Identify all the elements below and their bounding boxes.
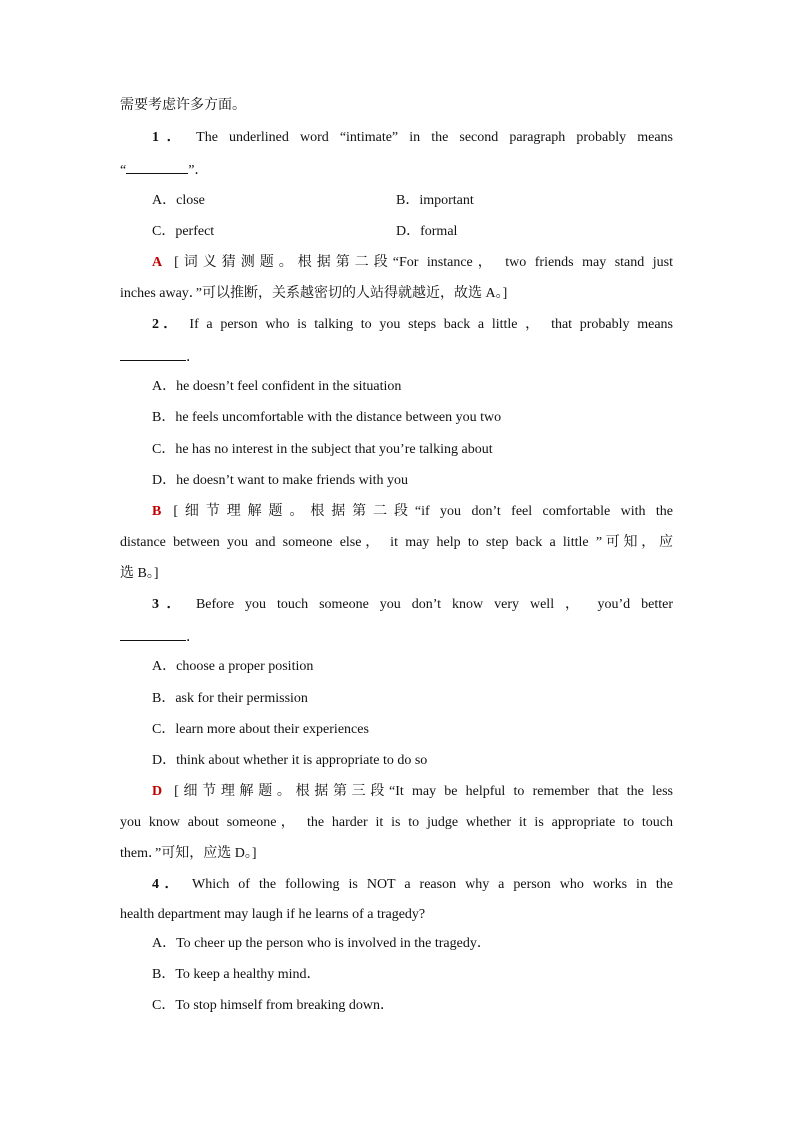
q4-stem-line1 [152,875,673,895]
q1-answer-letter: A [152,255,163,270]
q3-explanation-line2: you know about someone， the harder it is to judge whether it is appropriate to touch [120,815,673,830]
q2-stem-line2 [120,346,673,368]
q1-number: 1． [152,130,189,145]
q2-number: 2． [152,317,182,332]
q1-stem-line1 [152,128,673,148]
q4-stem-text: Which of the following is NOT a reason why a person who works in the [192,877,674,892]
q1-stem-text: The underlined word “intimate” in the second paragraph probably means [196,130,674,145]
q3-stem-line1 [152,595,673,615]
q2-option-c: C．he has no interest in the subject that you’re talking about [152,442,493,457]
q2-explanation-line3: 选 B。] [120,566,159,581]
q2-explanation-line1 [152,502,673,522]
q1-explanation-text: [词义猜测题。根据第二段“For instance， two friends may stand just [174,255,673,270]
intro-text: 需要考虑许多方面。 [120,98,246,113]
q1-option-b: B．important [396,193,474,208]
q2-explanation-line2: distance between you and someone else， it may help to step back a little ”可知，应 [120,535,673,550]
q4-option-a: A．To cheer up the person who is involved in the tragedy． [152,936,491,951]
q2-stem-end: ． [186,350,200,365]
q1-stem-line2 [120,159,673,181]
q2-stem-text: If a person who is talking to you steps back a little ， that probably means [189,317,673,332]
q1-explanation-line2: inches away．”可以推断，关系越密切的人站得就越近，故选 A。] [120,286,508,301]
q3-explanation-line1 [152,782,673,802]
q1-explanation-line1 [152,253,673,273]
q3-answer-letter: D [152,784,163,799]
q2-stem-line1 [152,315,673,335]
q1-open-quote: “ [120,163,127,178]
q3-option-a: A．choose a proper position [152,659,314,674]
q4-option-c: C．To stop himself from breaking down． [152,998,395,1013]
q2-explanation-text: [细节理解题。根据第二段“if you don’t feel comfortable with the [173,504,673,519]
q1-option-a: A．close [152,193,205,208]
q4-option-b: B．To keep a healthy mind． [152,967,321,982]
q1-option-c: C．perfect [152,224,215,239]
q3-option-d: D．think about whether it is appropriate to do so [152,753,428,768]
q3-answer-blank [120,626,186,641]
q2-option-b: B．he feels uncomfortable with the distance between you two [152,410,502,425]
q1-close-quote: ”． [188,163,209,178]
q3-number: 3． [152,597,188,612]
q2-option-a: A．he doesn’t feel confident in the situation [152,379,402,394]
q2-answer-letter: B [152,504,162,519]
q3-stem-end: ． [186,630,200,645]
q3-option-c: C．learn more about their experiences [152,722,369,737]
q1-option-d: D．formal [396,224,458,239]
q3-explanation-line3: them．”可知，应选 D。] [120,846,257,861]
q3-stem-text: Before you touch someone you don’t know very well ， you’d better [195,597,673,612]
q4-number: 4． [152,877,184,892]
q3-stem-line2 [120,626,673,648]
q1-answer-blank [126,159,188,174]
q3-option-b: B．ask for their permission [152,691,308,706]
q3-explanation-text: [细节理解题。根据第三段“It may be helpful to remember that the less [174,784,673,799]
q4-stem-line2: health department may laugh if he learns of a tragedy? [120,907,426,922]
q2-answer-blank [120,346,186,361]
q2-option-d: D．he doesn’t want to make friends with you [152,473,408,488]
